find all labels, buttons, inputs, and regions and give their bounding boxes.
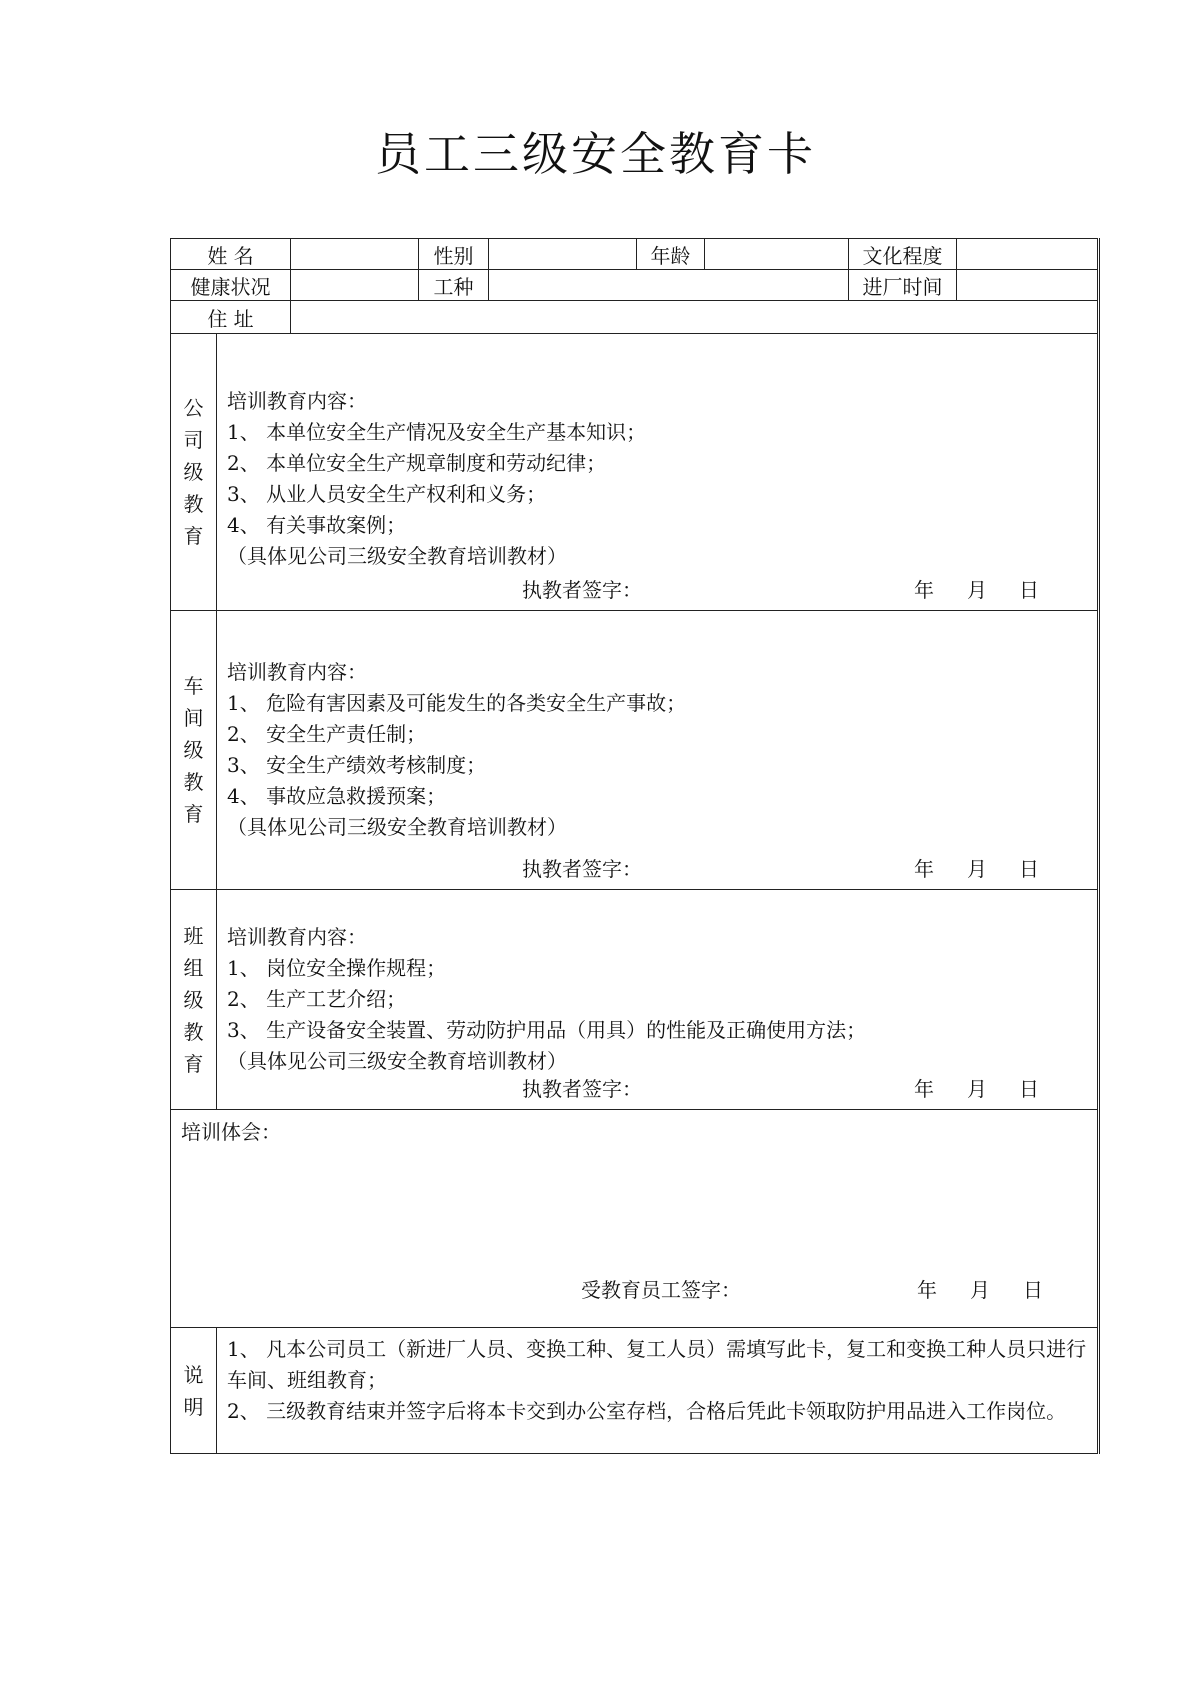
date-year-label: 年 [914,1077,934,1101]
address-label: 住 址 [171,301,291,334]
list-item: 3、 安全生产绩效考核制度； [227,753,487,777]
page-title: 员工三级安全教育卡 [375,127,816,181]
date-month-label: 月 [970,1278,990,1302]
section-workshop-content [217,611,1099,890]
health-label: 健康状况 [171,270,291,301]
age-field[interactable] [705,239,849,270]
gender-label: 性别 [419,239,489,270]
note-line: 2、 三级教育结束并签字后将本卡交到办公室存档，合格后凭此卡领取防护用品进入工作岗位。 [227,1399,1067,1423]
date-year-label: 年 [914,578,934,602]
section-team-label: 班组级教育 [171,890,217,1110]
content-heading: 培训教育内容： [227,660,367,684]
content-note: （具体见公司三级安全教育培训教材） [227,1049,567,1073]
trainee-signature-label: 受教育员工签字： [581,1278,741,1302]
instructor-signature-label: 执教者签字： [522,578,642,602]
note-line: 1、 凡本公司员工（新进厂人员、变换工种、复工人员）需填写此卡，复工和变换工种人员只进行车间、班组教育； [227,1337,1087,1392]
notes-row [171,1328,1099,1454]
list-item: 4、 有关事故案例； [227,513,407,537]
list-item: 4、 事故应急救援预案； [227,784,447,808]
instructor-signature-label: 执教者签字： [522,857,642,881]
list-item: 2、 安全生产责任制； [227,722,427,746]
date-day-label: 日 [1019,1077,1039,1101]
list-item: 3、 生产设备安全装置、劳动防护用品（用具）的性能及正确使用方法； [227,1018,867,1042]
date-month-label: 月 [967,1077,987,1101]
date-year-label: 年 [917,1278,937,1302]
section-company [171,334,1099,611]
entry-time-label: 进厂时间 [849,270,957,301]
education-field[interactable] [957,239,1099,270]
feedback-row [171,1110,1099,1328]
job-field[interactable] [489,270,849,301]
list-item: 1、 岗位安全操作规程； [227,956,447,980]
list-item: 2、 生产工艺介绍； [227,987,407,1011]
notes-content [217,1328,1099,1454]
list-item: 1、 危险有害因素及可能发生的各类安全生产事故； [227,691,687,715]
date-month-label: 月 [967,857,987,881]
section-company-content [217,334,1099,611]
feedback-area[interactable] [171,1110,1099,1328]
health-field[interactable] [291,270,419,301]
content-note: （具体见公司三级安全教育培训教材） [227,815,567,839]
notes-label: 说明 [171,1328,217,1454]
section-workshop-label: 车间级教育 [171,611,217,890]
content-note: （具体见公司三级安全教育培训教材） [227,544,567,568]
list-item: 1、 本单位安全生产情况及安全生产基本知识； [227,420,647,444]
date-day-label: 日 [1023,1278,1043,1302]
age-label: 年龄 [637,239,705,270]
info-row-address [171,301,1099,334]
section-team-content [217,890,1099,1110]
section-company-label: 公司级教育 [171,334,217,611]
section-team [171,890,1099,1110]
signature-row [217,574,1097,604]
name-label: 姓 名 [171,239,291,270]
date-day-label: 日 [1019,578,1039,602]
feedback-label: 培训体会： [181,1120,281,1144]
list-item: 3、 从业人员安全生产权利和义务； [227,482,547,506]
content-heading: 培训教育内容： [227,925,367,949]
signature-row [217,1073,1097,1103]
instructor-signature-label: 执教者签字： [522,1077,642,1101]
content-heading: 培训教育内容： [227,389,367,413]
date-day-label: 日 [1019,857,1039,881]
info-row-basic [171,239,1099,270]
education-card-table [170,238,1100,1454]
gender-field[interactable] [489,239,637,270]
job-label: 工种 [419,270,489,301]
section-workshop [171,611,1099,890]
info-row-health [171,270,1099,301]
date-month-label: 月 [967,578,987,602]
signature-row [217,853,1097,883]
education-label: 文化程度 [849,239,957,270]
name-field[interactable] [291,239,419,270]
list-item: 2、 本单位安全生产规章制度和劳动纪律； [227,451,607,475]
address-field[interactable] [291,301,1099,334]
entry-time-field[interactable] [957,270,1099,301]
date-year-label: 年 [914,857,934,881]
